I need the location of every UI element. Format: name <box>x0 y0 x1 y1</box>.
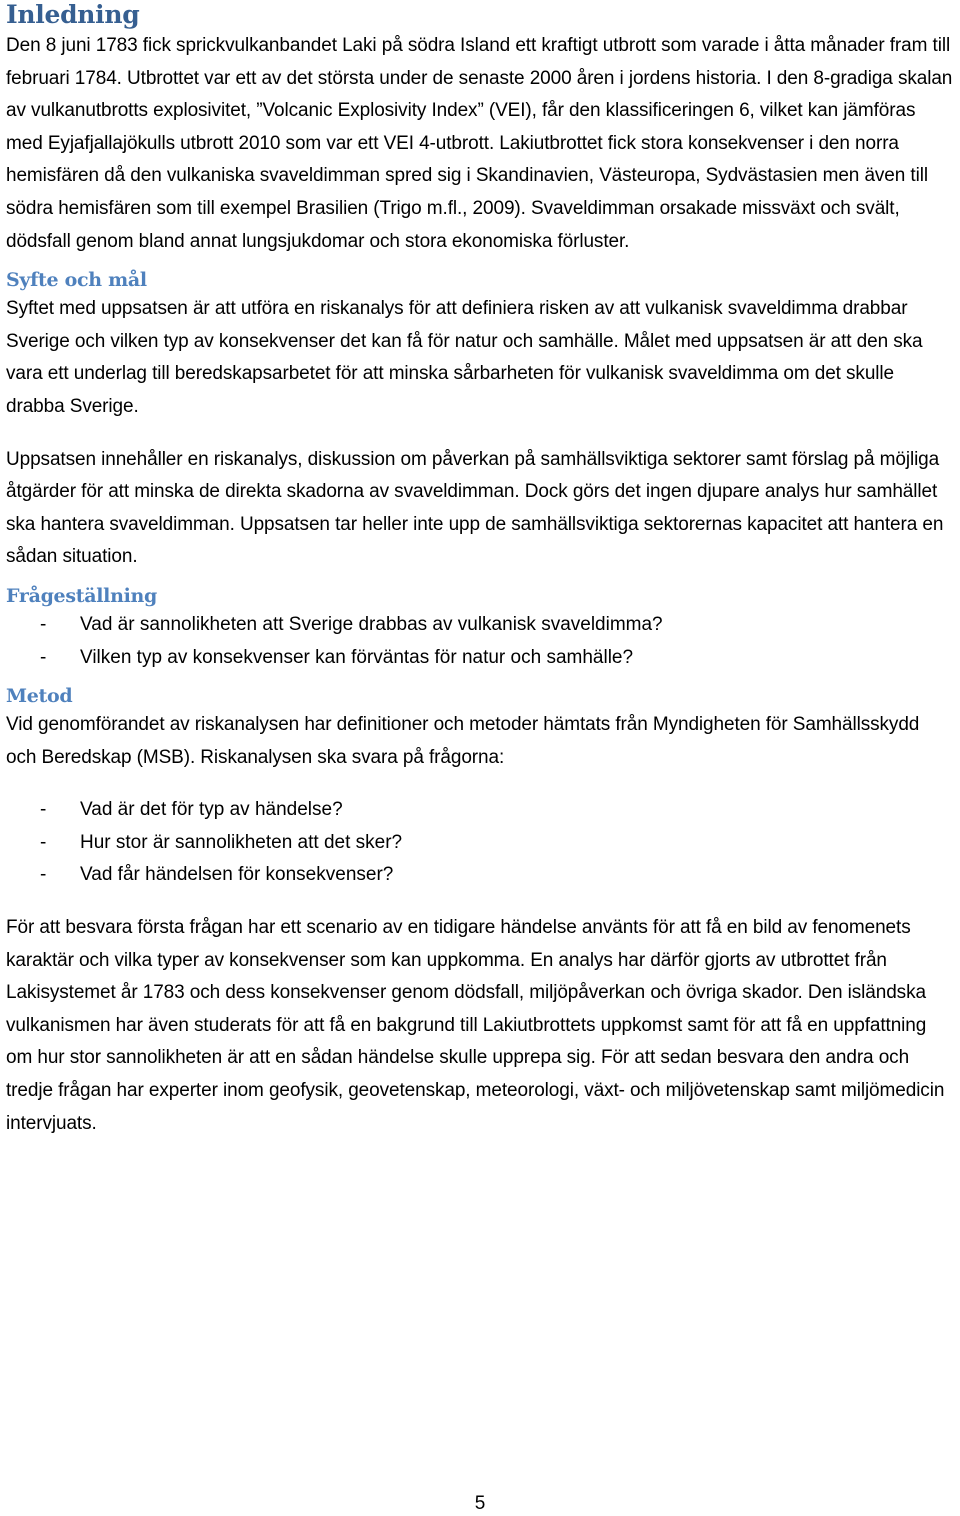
list-item-text: Vad får händelsen för konsekvenser? <box>80 864 394 886</box>
method-question-list <box>6 794 954 892</box>
list-item <box>6 827 954 860</box>
spacer <box>6 258 954 267</box>
spacer <box>6 424 954 444</box>
page-number: 5 <box>474 1493 486 1514</box>
spacer <box>6 774 954 794</box>
purpose-paragraph-2: Uppsatsen innehåller en riskanalys, diskussion om påverkan på samhällsviktiga sektorer samt förslag på möjliga åtgärder för att minska de direkta skadorna av svaveldimman. Dock görs det ingen djupare analys hur samhället ska hantera svaveldimman. Uppsatsen tar heller inte upp de samhällsviktiga sektorernas kapacitet att hantera en sådan situation. <box>6 448 944 568</box>
list-item-text: Vad är sannolikheten att Sverige drabbas av vulkanisk svaveldimma? <box>80 613 663 635</box>
spacer <box>6 892 954 912</box>
heading-inledning: Inledning <box>6 0 140 29</box>
question-list <box>6 609 954 674</box>
heading-metod: Metod <box>6 685 73 708</box>
list-item-text: Vilken typ av konsekvenser kan förväntas för natur och samhälle? <box>80 646 634 668</box>
intro-paragraph: Den 8 juni 1783 fick sprickvulkanbandet Laki på södra Island ett kraftigt utbrott som varade i åtta månader fram till februari 1784. Utbrottet var ett av det största under de senaste 2000 åren i jordens historia. I den 8-gradiga skalan av vulkanutbrotts explosivitet, ”Volcanic Explosivity Index” (VEI), får den klassificeringen 6, vilket kan jämföras med Eyjafjallajökulls utbrott 2010 som var ett VEI 4-utbrott. Lakiutbrottet fick stora konsekvenser i den norra hemisfären då den vulkaniska svaveldimman spred sig i Skandinavien, Västeuropa, Sydvästasien men även till södra hemisfären som till exempel Brasilien (Trigo m.fl., 2009). Svaveldimman orsakade missväxt och svält, dödsfall genom bland annat lungsjukdomar och stora ekonomiska förluster. <box>6 35 953 252</box>
dash-bullet: - <box>40 799 47 821</box>
dash-bullet: - <box>40 864 47 886</box>
method-paragraph-1: Vid genomförandet av riskanalysen har definitioner och metoder hämtats från Myndigheten för Samhällsskydd och Beredskap (MSB). Riskanalysen ska svara på frågorna: <box>6 714 920 768</box>
heading-fragestallning: Frågeställning <box>6 584 158 607</box>
list-item-text: Hur stor är sannolikheten att det sker? <box>80 831 403 853</box>
list-item <box>6 859 954 892</box>
list-item <box>6 642 954 675</box>
list-item <box>6 609 954 642</box>
dash-bullet: - <box>40 613 47 635</box>
dash-bullet: - <box>40 831 47 853</box>
list-item-text: Vad är det för typ av händelse? <box>80 799 343 821</box>
dash-bullet: - <box>40 646 47 668</box>
list-item <box>6 794 954 827</box>
method-paragraph-2: För att besvara första frågan har ett scenario av en tidigare händelse använts för att få en bild av fenomenets karaktär och vilka typer av konsekvenser som kan uppkomma. En analys har därför gjorts av utbrottet från Lakisystemet år 1783 och dess konsekvenser genom dödsfall, miljöpåverkan och övriga skador. Den isländska vulkanismen har även studerats för att få en bakgrund till Lakiutbrottets uppkomst samt för att få en uppfattning om hur stor sannolikheten är att en sådan händelse skulle upprepa sig. För att sedan besvara den andra och tredje frågan har experter inom geofysik, geovetenskap, meteorologi, växt- och miljövetenskap samt miljömedicin intervjuats. <box>6 917 945 1134</box>
purpose-paragraph-1: Syftet med uppsatsen är att utföra en riskanalys för att definiera risken av att vulkanisk svaveldimma drabbar Sverige och vilken typ av konsekvenser det kan få för natur och samhälle. Målet med uppsatsen är att den ska vara ett underlag till beredskapsarbetet för att minska sårbarheten för vulkanisk svaveldimma om det skulle drabba Sverige. <box>6 298 923 417</box>
spacer <box>6 574 954 583</box>
spacer <box>6 674 954 683</box>
heading-syfte-och-mal: Syfte och mål <box>6 269 147 292</box>
